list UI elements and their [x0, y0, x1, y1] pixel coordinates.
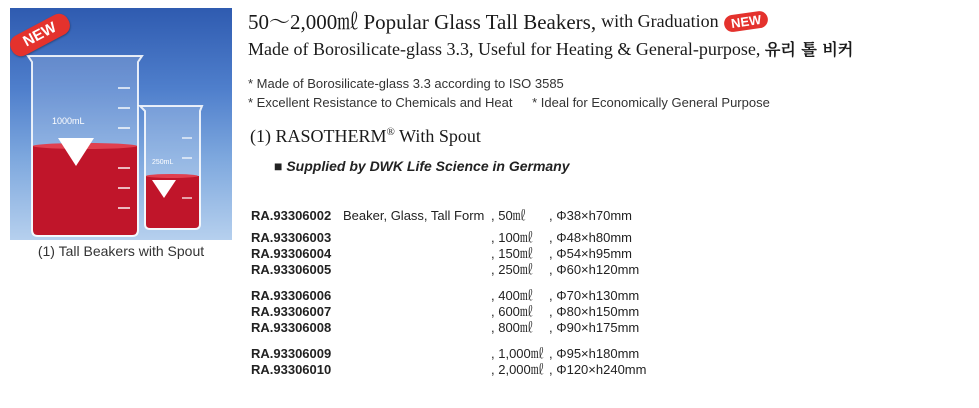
product-capacity: , 600㎖ — [491, 304, 533, 319]
product-code: RA.93306005 — [251, 262, 332, 277]
feature-item: * Excellent Resistance to Chemicals and Heat — [248, 95, 513, 110]
feature-list — [248, 76, 786, 114]
feature-item: * Made of Borosilicate-glass 3.3 according to ISO 3585 — [248, 76, 564, 91]
product-dimensions: , Φ90×h175mm — [549, 320, 640, 335]
product-dimensions: , Φ120×h240mm — [549, 362, 647, 377]
product-code: RA.93306008 — [251, 320, 332, 335]
product-code: RA.93306002 — [251, 208, 332, 223]
product-dimensions: , Φ70×h130mm — [549, 288, 640, 303]
product-capacity: , 250㎖ — [491, 262, 533, 277]
large-beaker — [28, 56, 142, 236]
new-badge: NEW — [10, 10, 73, 59]
product-dimensions: , Φ80×h150mm — [549, 304, 640, 319]
product-capacity: , 2,000㎖ — [491, 362, 544, 377]
product-dimensions: , Φ38×h70mm — [549, 208, 632, 223]
section-suffix: With Spout — [394, 126, 481, 146]
supplier-note: ■ Supplied by DWK Life Science in Germany — [274, 158, 570, 174]
product-dimensions: , Φ95×h180mm — [549, 346, 640, 361]
product-code: RA.93306004 — [251, 246, 332, 261]
title-sub: with Graduation — [601, 10, 719, 31]
product-dimensions: , Φ60×h120mm — [549, 262, 640, 277]
product-capacity: , 100㎖ — [491, 230, 533, 245]
product-code: RA.93306007 — [251, 304, 332, 319]
product-capacity: , 150㎖ — [491, 246, 533, 261]
product-code: RA.93306010 — [251, 362, 332, 377]
product-code: RA.93306006 — [251, 288, 332, 303]
product-description: Beaker, Glass, Tall Form — [343, 208, 485, 223]
feature-item: * Ideal for Economically General Purpose — [532, 95, 770, 110]
product-dimensions: , Φ48×h80mm — [549, 230, 632, 245]
small-beaker-marking: 250mL — [152, 159, 174, 166]
title-main: 50～2,000㎖ Popular Glass Tall Beakers, — [248, 10, 597, 34]
page-subtitle — [248, 37, 853, 60]
title-new-badge: NEW — [723, 9, 769, 32]
section-label: (1) RASOTHERM — [250, 126, 387, 146]
photo-caption: (1) Tall Beakers with Spout — [37, 243, 205, 259]
product-capacity: , 50㎖ — [491, 208, 526, 223]
registered-mark: ® — [386, 126, 395, 138]
product-dimensions: , Φ54×h95mm — [549, 246, 632, 261]
product-photo — [10, 8, 232, 240]
subtitle-korean: 유리 톨 비커 — [764, 40, 854, 59]
product-capacity: , 1,000㎖ — [491, 346, 544, 361]
small-beaker — [140, 106, 202, 229]
product-capacity: , 400㎖ — [491, 288, 533, 303]
page-title — [248, 6, 768, 36]
subtitle-english: Made of Borosilicate-glass 3.3, Useful for Heating & General-purpose, — [248, 39, 761, 59]
large-beaker-marking: 1000mL — [52, 116, 85, 126]
product-code: RA.93306009 — [251, 346, 332, 361]
product-code: RA.93306003 — [251, 230, 332, 245]
product-capacity: , 800㎖ — [491, 320, 533, 335]
section-heading — [250, 126, 481, 147]
